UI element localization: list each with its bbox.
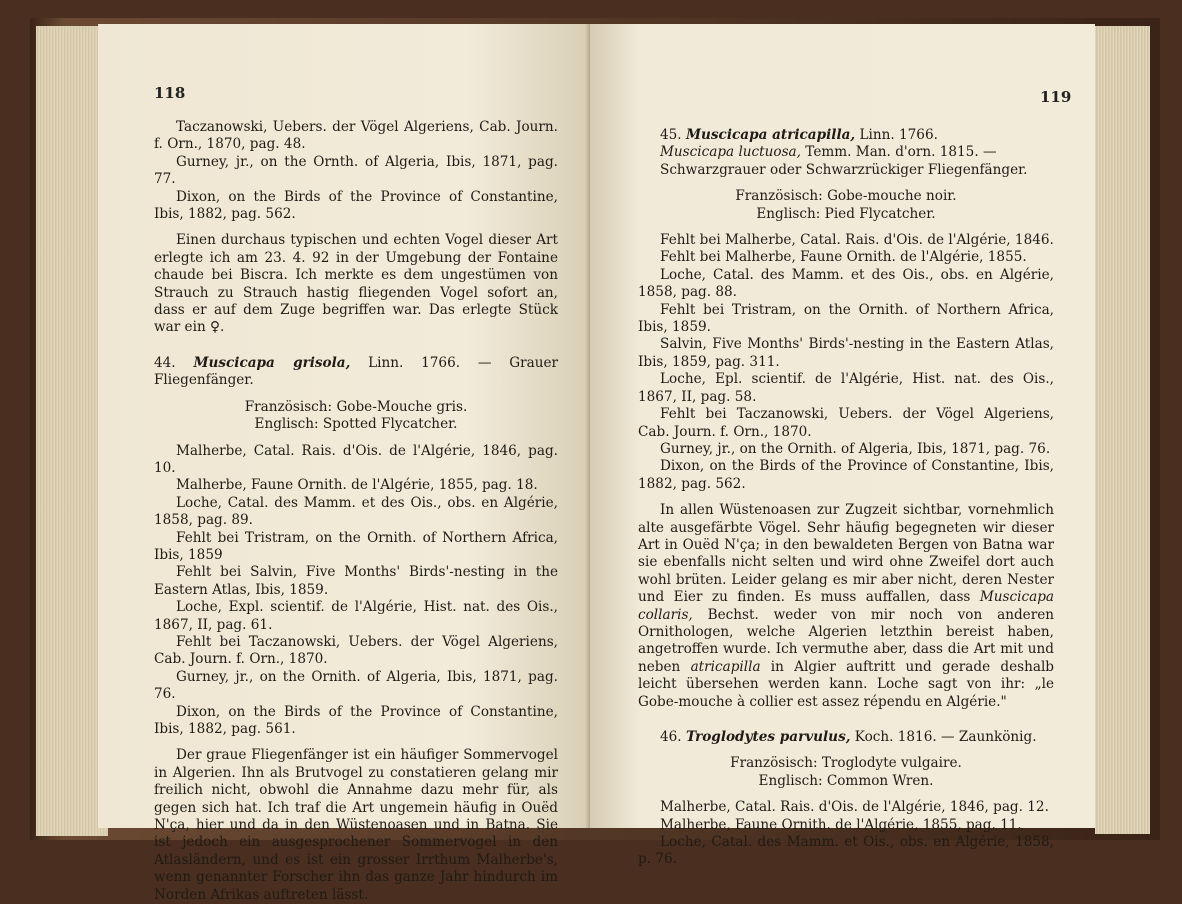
french-name: Französisch: Gobe-mouche noir. (735, 188, 957, 205)
reference-line: Dixon, on the Birds of the Province of Constantine, Ibis, 1882, pag. 562. (154, 188, 558, 223)
page-number-left: 118 (154, 84, 186, 102)
reference-line: Fehlt bei Malherbe, Catal. Rais. d'Ois. de l'Algérie, 1846. (660, 232, 1054, 249)
reference-line: Fehlt bei Tristram, on the Ornith. of Northern Africa, Ibis, 1859. (638, 301, 1054, 336)
species-heading-44: 44. Muscicapa grisola, Linn. 1766. — Grauer Fliegenfänger. (154, 354, 558, 389)
left-column (154, 119, 558, 904)
english-name: Englisch: Common Wren. (758, 772, 934, 789)
right-page (590, 24, 1095, 868)
reference-line: Dixon, on the Birds of the Province of Constantine, Ibis, 1882, pag. 562. (638, 458, 1054, 492)
species-heading-46: 46. Troglodytes parvulus, Koch. 1816. — Zaunkönig. (660, 729, 1037, 745)
french-name: Französisch: Troglodyte vulgaire. (730, 755, 962, 772)
reference-line: Salvin, Five Months' Birds'-nesting in the Eastern Atlas, Ibis, 1859, pag. 311. (638, 336, 1054, 370)
reference-line: Taczanowski, Uebers. der Vögel Algeriens, Cab. Journ. f. Orn., 1870, pag. 48. (154, 119, 558, 153)
reference-line: Fehlt bei Taczanowski, Uebers. der Vögel Algeriens, Cab. Journ. f. Orn., 1870. (154, 633, 558, 668)
page-edges-right (1095, 26, 1150, 834)
body-paragraph: In allen Wüstenoasen zur Zugzeit sichtbar, vornehmlich alte ausgefärbte Vögel. Sehr häufig begegneten wir dieser Art in Ouëd N'ça; in den bewaldeten Bergen von Batna war sie ebenfalls nicht selten und wird ohne Zweifel dort auch wohl brüten. Leider gelang es mir aber nicht, deren Nester und Eier zu finden. Es muss auffallen, dass Muscicapa collaris, Bechst. weder von mir noch von anderen Ornithologen, welche Algerien letzthin bereist haben, angetroffen wurde. Ich vermuthe aber, dass die Art mit und neben atricapilla in Algier auftritt und gerade deshalb leicht übersehen werden kann. Loche sagt von ihr: „le Gobe-mouche à collier est assez répendu en Algérie." (638, 502, 1054, 710)
common-name: Schwarzgrauer oder Schwarzrückiger Fliegenfänger. (660, 161, 1028, 178)
reference-line: Gurney, jr., on the Ornith. of Algeria, Ibis, 1871, pag. 76. (154, 668, 558, 703)
french-name: Französisch: Gobe-Mouche gris. (244, 398, 468, 415)
body-paragraph: Einen durchaus typischen und echten Vogel dieser Art erlegte ich am 23. 4. 92 in der Umgebung der Fontaine chaude bei Biscra. Ich merkte es dem ungestümen von Strauch zu Strauch hastig fliegenden Vogel sofort an, dass er auf dem Zuge begriffen war. Das erlegte Stück war ein ♀. (154, 232, 558, 336)
reference-line: Loche, Catal. des Mamm. et des Ois., obs. en Algérie, 1858, pag. 88. (638, 266, 1054, 301)
body-paragraph: Der graue Fliegenfänger ist ein häufiger Sommervogel in Algerien. Ihn als Brutvogel zu constatieren gelang mir freilich nicht, obwohl die Annahme dazu mehr für, als gegen sich hat. Ich traf die Art ungemein häufig in Ouëd N'ça, hier und da in den Wüstenoasen und in Batna. Sie ist jedoch ein ausgesprochener Sommervogel in den Atlasländern, und es ist ein grosser Irrthum Malherbe's, wenn genannter Forscher ihn das ganze Jahr hindurch im Norden Afrikas auftreten lässt. (154, 747, 558, 903)
reference-line: Loche, Expl. scientif. de l'Algérie, Hist. nat. des Ois., 1867, II, pag. 61. (154, 599, 558, 633)
reference-line: Malherbe, Faune Ornith. de l'Algérie, 1855, pag. 11. (660, 816, 1022, 833)
reference-line: Malherbe, Catal. Rais. d'Ois. de l'Algérie, 1846, pag. 12. (660, 799, 1049, 816)
reference-line: Malherbe, Catal. Rais. d'Ois. de l'Algérie, 1846, pag. 10. (154, 442, 558, 476)
reference-line: Fehlt bei Taczanowski, Uebers. der Vögel Algeriens, Cab. Journ. f. Orn., 1870. (638, 406, 1054, 440)
english-name: Englisch: Spotted Flycatcher. (254, 416, 458, 433)
reference-line: Gurney, jr., on the Ornith. of Algeria, Ibis, 1871, pag. 76. (660, 440, 1051, 457)
english-name: Englisch: Pied Flycatcher. (756, 205, 936, 222)
reference-line: Loche, Catal. des Mamm. et des Ois., obs. en Algérie, 1858, pag. 89. (154, 494, 558, 529)
right-column (638, 127, 1054, 869)
reference-line: Loche, Catal. des Mamm. et Ois., obs. en Algérie, 1858, p. 76. (638, 834, 1054, 868)
left-page (98, 24, 590, 903)
reference-line: Fehlt bei Tristram, on the Ornith. of Northern Africa, Ibis, 1859 (154, 529, 558, 563)
reference-line: Gurney, jr., on the Ornth. of Algeria, Ibis, 1871, pag. 77. (154, 153, 558, 188)
reference-line: Dixon, on the Birds of the Province of Constantine, Ibis, 1882, pag. 561. (154, 703, 558, 737)
page-number-right: 119 (1040, 88, 1072, 106)
species-heading-45: 45. Muscicapa atricapilla, Linn. 1766. (660, 127, 938, 143)
reference-line: Loche, Epl. scientif. de l'Algérie, Hist. nat. des Ois., 1867, II, pag. 58. (638, 371, 1054, 405)
reference-line: Fehlt bei Salvin, Five Months' Birds'-nesting in the Eastern Atlas, Ibis, 1859. (154, 564, 558, 598)
synonym-line: Muscicapa luctuosa, Temm. Man. d'orn. 1815. — (660, 144, 997, 161)
reference-line: Malherbe, Faune Ornith. de l'Algérie, 1855, pag. 18. (176, 477, 538, 494)
reference-line: Fehlt bei Malherbe, Faune Ornith. de l'Algérie, 1855. (660, 249, 1027, 266)
